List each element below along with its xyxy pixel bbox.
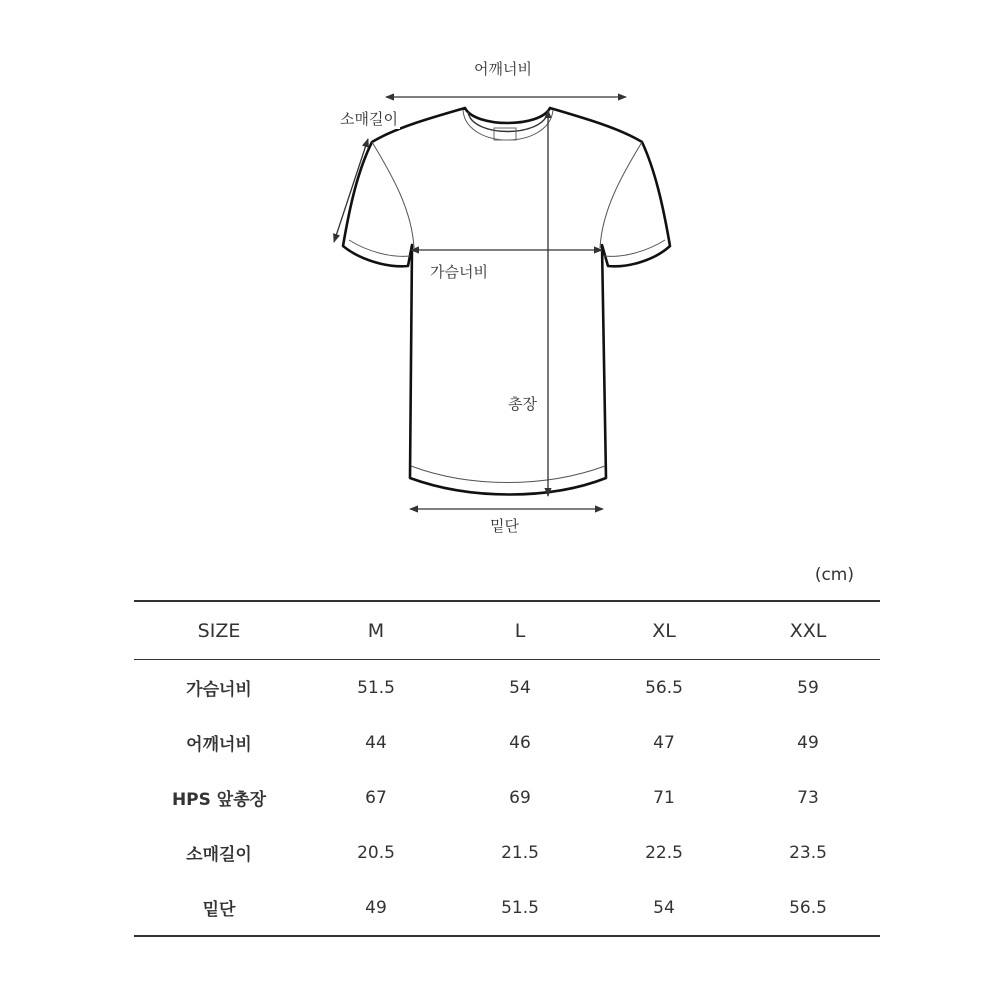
table-cell: 49 (304, 880, 448, 936)
table-cell: 23.5 (789, 842, 827, 863)
table-cell: 51.5 (357, 677, 395, 698)
table-row (134, 715, 880, 770)
shoulder-label: 어깨너비 (474, 60, 532, 78)
table-cell: 22.5 (645, 842, 683, 863)
table-cell: 54 (592, 880, 736, 936)
table-row (134, 660, 880, 716)
table-cell: 51.5 (448, 880, 592, 936)
table-cell: 56.5 (645, 677, 683, 698)
row-label: 밑단 (134, 880, 304, 936)
header-m: M (304, 601, 448, 660)
hem-label: 밑단 (490, 517, 519, 535)
row-label: 가슴너비 (186, 680, 252, 700)
table-cell: 69 (509, 787, 531, 808)
table-cell: 71 (653, 787, 675, 808)
table-cell: 59 (797, 677, 819, 698)
table-cell: 49 (797, 732, 819, 753)
table-cell: 67 (365, 787, 387, 808)
sleeve-label: 소매길이 (340, 110, 398, 128)
table-row (134, 880, 880, 936)
table-cell: 54 (509, 677, 531, 698)
table-cell: 47 (653, 732, 675, 753)
header-xl: XL (592, 601, 736, 660)
table-cell: 46 (509, 732, 531, 753)
unit-label: (cm) (814, 565, 854, 585)
table-cell: 44 (365, 732, 387, 753)
table-cell: 20.5 (357, 842, 395, 863)
table-header-row (134, 601, 880, 660)
header-xxl: XXL (736, 601, 880, 660)
row-label: 어깨너비 (186, 735, 252, 755)
table-cell: 73 (797, 787, 819, 808)
row-label: 소매길이 (186, 845, 252, 865)
table-row (134, 770, 880, 825)
length-label: 총장 (508, 395, 537, 413)
header-l: L (448, 601, 592, 660)
table-row (134, 825, 880, 880)
table-cell: 21.5 (501, 842, 539, 863)
chest-label: 가슴너비 (430, 263, 488, 281)
table-cell: 56.5 (736, 880, 880, 936)
size-table (134, 600, 880, 937)
tshirt-outline (343, 108, 670, 495)
header-size: SIZE (134, 601, 304, 660)
row-label: HPS 앞총장 (171, 790, 267, 810)
